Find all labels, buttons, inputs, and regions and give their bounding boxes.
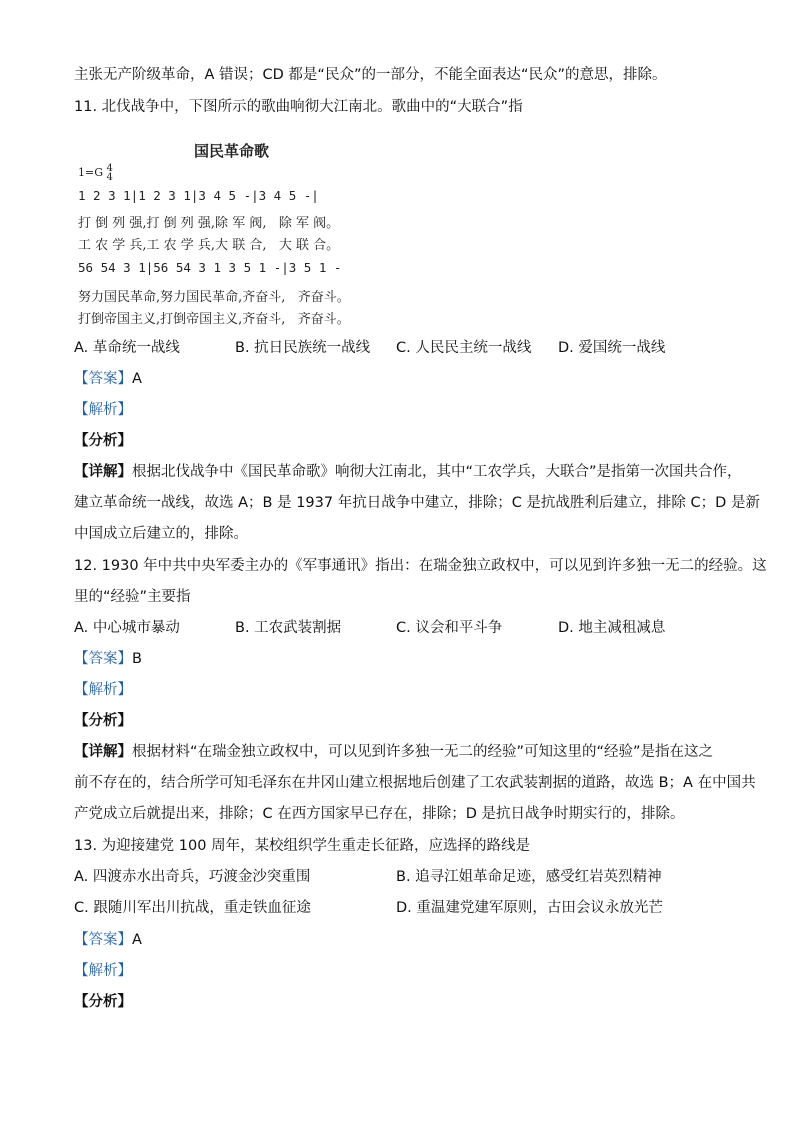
song-title: 国民革命歌	[194, 142, 270, 160]
question-13: 13. 为迎接建党 100 周年，某校组织学生重走长征路，应选择的路线是	[74, 838, 531, 854]
answer-label: 【答案】	[74, 371, 132, 387]
q11-answer	[74, 369, 142, 389]
q11-fenxi: 【分析】	[74, 433, 132, 449]
question-12-cont: 里的“经验”主要指	[74, 589, 191, 605]
detail-text: 根据材料“在瑞金独立政权中，可以见到许多独一无二的经验”可知这里的“经验”是指在这之	[132, 744, 714, 760]
q13-answer	[74, 930, 142, 950]
notes-row-1: 1 2 3 1|1 2 3 1|3 4 5 -|3 4 5 -|	[78, 188, 319, 203]
q12-jiexi: 【解析】	[74, 682, 132, 698]
lyrics-row-1a: 打 倒 列 强,打 倒 列 强,除 军 阀, 除 军 阀。	[78, 216, 340, 231]
q12-option-c: C. 议会和平斗争	[396, 620, 503, 636]
time-signature	[107, 164, 113, 182]
q13-fenxi: 【分析】	[74, 994, 132, 1010]
lyrics-row-2b: 打倒帝国主义,打倒帝国主义,齐奋斗, 齐奋斗。	[78, 312, 350, 327]
q11-option-b: B. 抗日民族统一战线	[235, 340, 371, 356]
answer-value: B	[132, 651, 142, 667]
q12-fenxi: 【分析】	[74, 713, 132, 729]
q13-option-c: C. 跟随川军出川抗战，重走铁血征途	[74, 900, 311, 916]
notes-row-2: 56 54 3 1|56 54 3 1 3 5 1 -|3 5 1 -	[78, 260, 342, 275]
q11-detail-2: 建立革命统一战线，故选 A；B 是 1937 年抗日战争中建立，排除；C 是抗战胜利后建立，排除 C；D 是新	[74, 495, 760, 511]
q11-option-c: C. 人民民主统一战线	[396, 340, 532, 356]
answer-label: 【答案】	[74, 651, 132, 667]
answer-label: 【答案】	[74, 932, 132, 948]
text-line: 主张无产阶级革命，A 错误；CD 都是“民众”的一部分，不能全面表达“民众”的意思，排除。	[74, 67, 667, 83]
q12-option-a: A. 中心城市暴动	[74, 620, 180, 636]
q13-jiexi: 【解析】	[74, 963, 132, 979]
q13-option-b: B. 追寻江姐革命足迹，感受红岩英烈精神	[396, 869, 662, 885]
q11-detail	[74, 462, 742, 482]
time-bottom: 4	[106, 172, 113, 183]
detail-text: 根据北伐战争中《国民革命歌》响彻大江南北，其中“工农学兵，大联合”是指第一次国共合作，	[132, 464, 742, 480]
lyrics-row-2a: 努力国民革命,努力国民革命,齐奋斗, 齐奋斗。	[78, 290, 350, 305]
song-key	[78, 164, 113, 182]
q12-option-d: D. 地主减租减息	[558, 620, 666, 636]
detail-label: 【详解】	[74, 464, 132, 480]
q12-option-b: B. 工农武装割据	[235, 620, 342, 636]
lyrics-row-1b: 工 农 学 兵,工 农 学 兵,大 联 合, 大 联 合。	[78, 238, 340, 253]
detail-label: 【详解】	[74, 744, 132, 760]
answer-value: A	[132, 371, 142, 387]
answer-value: A	[132, 932, 142, 948]
q11-jiexi: 【解析】	[74, 402, 132, 418]
q11-detail-3: 中国成立后建立的，排除。	[74, 526, 248, 542]
song-score-image	[74, 140, 384, 330]
q13-option-d: D. 重温建党建军原则，古田会议永放光芒	[396, 900, 663, 916]
question-12: 12. 1930 年中共中央军委主办的《军事通讯》指出：在瑞金独立政权中，可以见到许多独一无二的经验。这	[74, 558, 767, 574]
q12-detail-2: 前不存在的，结合所学可知毛泽东在井冈山建立根据地后创建了工农武装割据的道路，故选 B；A 在中国共	[74, 775, 756, 791]
q12-detail	[74, 742, 713, 762]
q13-option-a: A. 四渡赤水出奇兵，巧渡金沙突重围	[74, 869, 311, 885]
time-top: 4	[106, 163, 113, 174]
q12-detail-3: 产党成立后就提出来，排除；C 在西方国家早已存在，排除；D 是抗日战争时期实行的，排除。	[74, 806, 685, 822]
q11-option-d: D. 爱国统一战线	[558, 340, 666, 356]
q11-option-a: A. 革命统一战线	[74, 340, 180, 356]
q12-answer	[74, 649, 142, 669]
question-11: 11. 北伐战争中，下图所示的歌曲响彻大江南北。歌曲中的“大联合”指	[74, 99, 523, 115]
key-signature: 1=G	[78, 166, 104, 179]
